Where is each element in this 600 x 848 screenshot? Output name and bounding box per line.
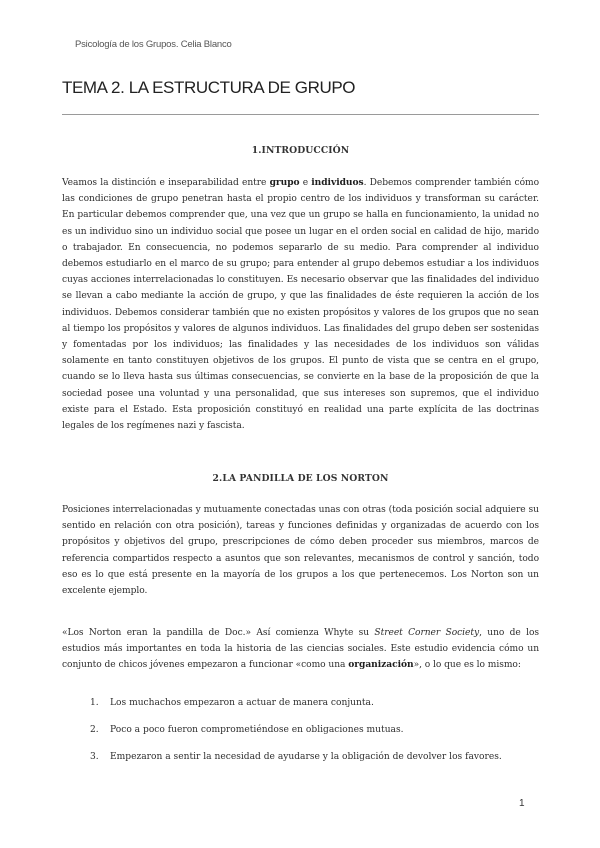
section-heading-pandilla: 2.LA PANDILLA DE LOS NORTON [212, 473, 389, 484]
list-item-text: Los muchachos empezaron a actuar de manera conjunta. [110, 698, 374, 708]
list-item-number: 2. [90, 725, 99, 735]
list-item-text: Empezaron a sentir la necesidad de ayudarse y la obligación de devolver los favores. [110, 752, 502, 762]
bold-term-grupo: grupo [269, 177, 300, 188]
bold-term-individuos: individuos [311, 177, 364, 188]
list-item [62, 722, 539, 749]
numbered-list [62, 695, 539, 776]
document-title: TEMA 2. LA ESTRUCTURA DE GRUPO [62, 78, 356, 97]
list-item [62, 749, 539, 776]
list-item-text: Poco a poco fueron comprometiéndose en obligaciones mutuas. [110, 725, 404, 735]
title-divider [62, 114, 539, 115]
intro-paragraph: Veamos la distinción e inseparabilidad entre grupo e individuos. Debemos comprender también cómo las condiciones de grupo penetran hasta el propio centro de los individuos y transforman su carácter. En particular debemos comprender que, una vez que un grupo se halla en funcionamiento, la unidad no es un individuo sino un individuo social que posee un lugar en el orden social en calidad de hijo, marido o trabajador. En consecuencia, no podemos separarlo de su medio. Para comprender al individuo debemos estudiarlo en el marco de su grupo; para entender al grupo debemos estudiar a los individuos cuyas acciones interrelacionadas lo constituyen. Es necesario observar que las finalidades del individuo se llevan a cabo mediante la acción de grupo, y que las finalidades de éste requieren la acción de los individuos. Debemos considerar también que no existen propósitos y valores de los grupos que no sean al tiempo los propósitos y valores de algunos individuos. Las finalidades del grupo deben ser sostenidas y fomentadas por los individuos; las finalidades y las necesidades de los individuos son válidas solamente en tanto constituyen objetivos de los grupos. El punto de vista que se centra en el grupo, cuando se lo lleva hasta sus últimas consecuencias, se convierte en la base de la proposición de que la sociedad posee una voluntad y una personalidad, que sus intereses son supremos, que el individuo existe para el Estado. Esta proposición constituyó en realidad una parte explícita de las doctrinas legales de los regímenes nazi y fascista. [62, 177, 539, 432]
norton-paragraph-2: «Los Norton eran la pandilla de Doc.» Así comienza Whyte su Street Corner Society, uno de los estudios más importantes en toda la historia de las ciencias sociales. Este estudio evidencia cómo un conjunto de chicos jóvenes empezaron a funcionar «como una organización», o lo que es lo mismo: [62, 628, 540, 671]
page-number: 1 [519, 798, 525, 809]
section-heading-introduccion: 1.INTRODUCCIÓN [251, 145, 350, 156]
running-head: Psicología de los Grupos. Celia Blanco [75, 39, 232, 50]
list-item-number: 3. [90, 752, 99, 762]
list-item [62, 695, 539, 722]
norton-paragraph-1: Posiciones interrelacionadas y mutuamente conectadas unas con otras (toda posición social adquiere su sentido en relación con otra posición), tareas y funciones definidas y organizadas de acuerdo con los propósitos y objetivos del grupo, prescripciones de cómo deben proceder sus miembros, marcos de referencia compartidos respecto a asuntos que son relevantes, mecanismos de control y sanción, todo eso es lo que está presente en la mayoría de los grupos a los que pertenecemos. Los Norton son un excelente ejemplo. [62, 505, 539, 597]
book-title-italic: Street Corner Society [374, 628, 480, 638]
bold-term-organizacion: organización [348, 659, 414, 671]
list-item-number: 1. [90, 698, 99, 708]
